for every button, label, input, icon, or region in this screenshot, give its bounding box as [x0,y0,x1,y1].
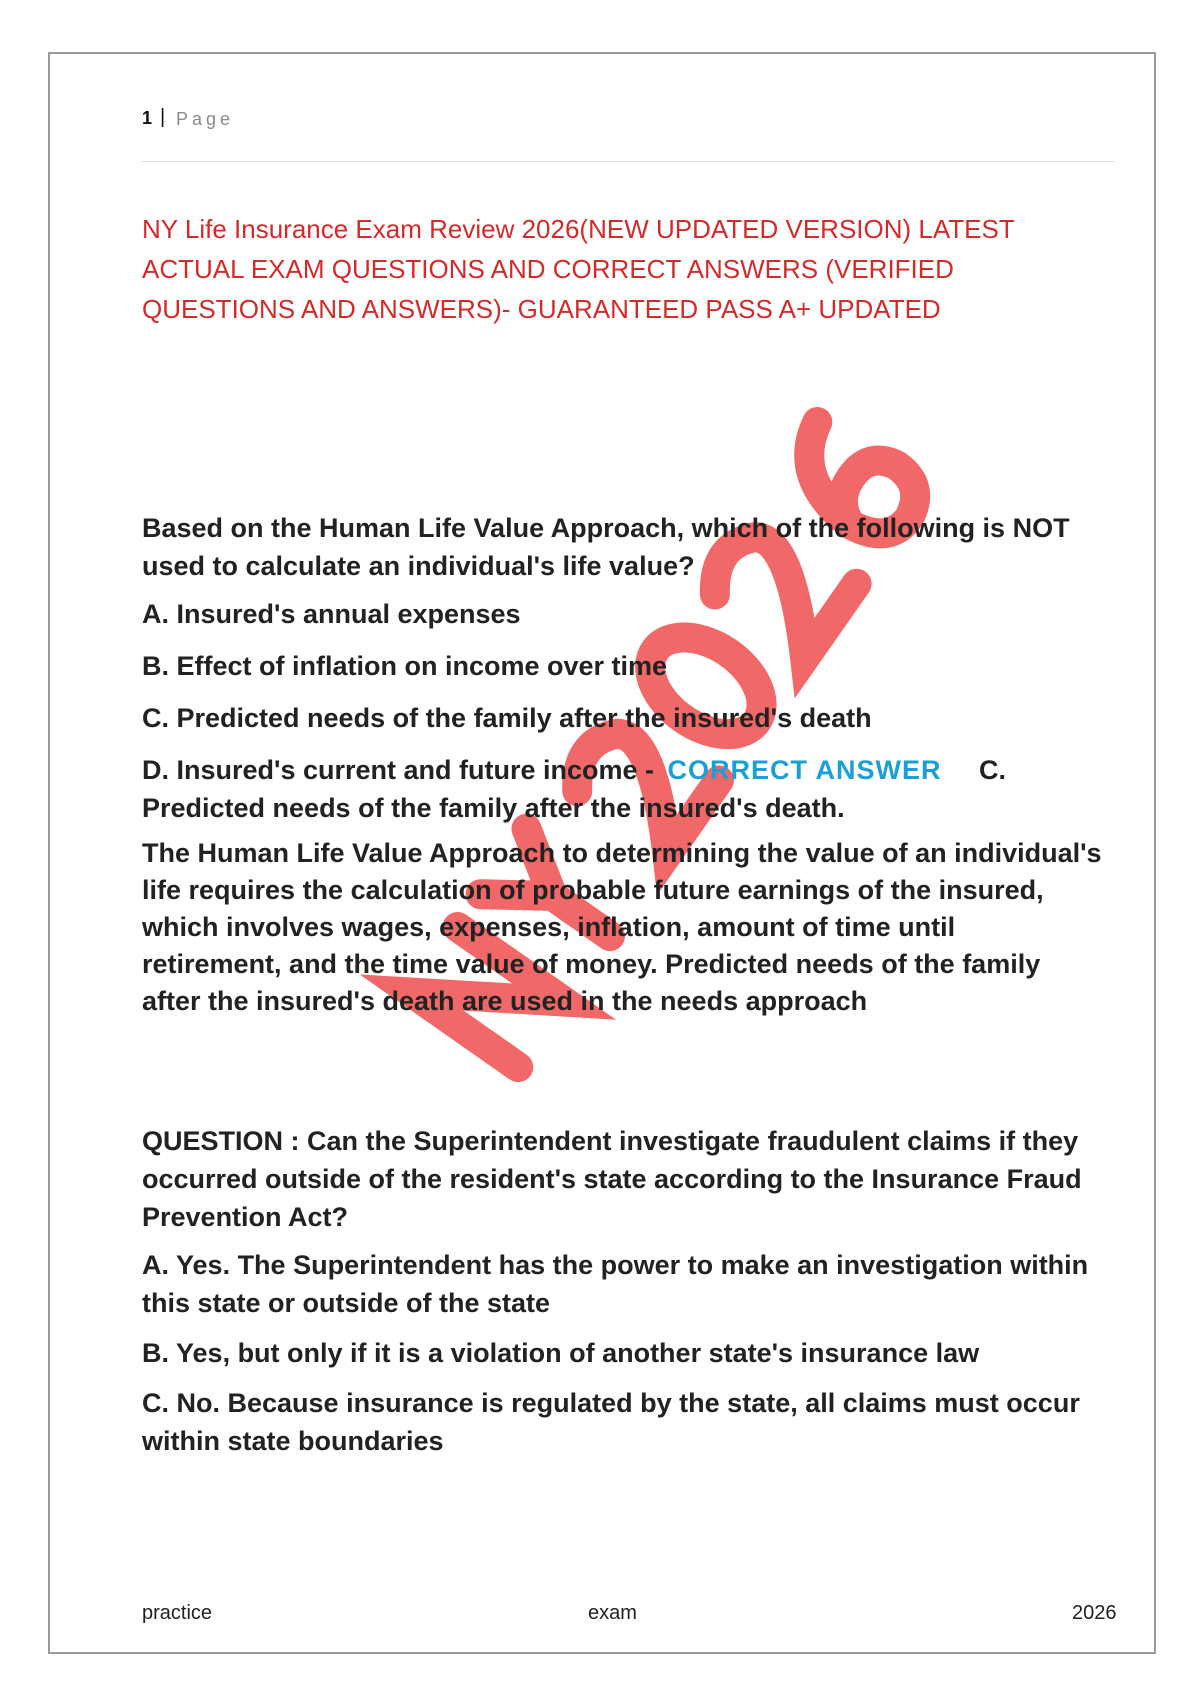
question-1-option-a: A. Insured's annual expenses [142,599,521,629]
question-1-stem: Based on the Human Life Value Approach, which of the following is NOT used to calculate an individual's life value? [142,513,1070,581]
question-1-option-d-with-answer [142,751,1102,827]
page-number: 1 [142,108,153,128]
question-2-option-a: A. Yes. The Superintendent has the power to make an investigation within this state or outside of the state [142,1250,1089,1318]
correct-answer-text: C. Predicted needs of the family after the insured's death. [142,755,1007,823]
question-2 [142,1122,1102,1472]
question-1-explanation: The Human Life Value Approach to determining the value of an individual's life requires the calculation of probable future earnings of the insured, which involves wages, expenses, inflation, amount of time until retirement, and the time value of money. Predicted needs of the family after the insured's death are used in the needs approach [142,838,1102,1016]
document-title: NY Life Insurance Exam Review 2026(NEW UPDATED VERSION) LATEST ACTUAL EXAM QUESTIONS AND CORRECT ANSWERS (VERIFIED QUESTIONS AND ANSWERS)- GUARANTEED PASS A+ UPDATED [142,214,1015,324]
question-1-option-d: D. Insured's current and future income - [142,755,654,785]
correct-answer-label: CORRECT ANSWER [667,755,942,785]
footer-left: practice [142,1602,213,1624]
footer-center: exam [588,1602,637,1624]
page-header [142,80,1114,162]
page-label: Page [176,109,235,129]
question-2-option-b: B. Yes, but only if it is a violation of another state's insurance law [142,1338,980,1368]
header-separator: | [160,106,166,128]
footer-right: 2026 [1072,1602,1117,1624]
question-1-option-b: B. Effect of inflation on income over time [142,651,668,681]
question-1-option-c: C. Predicted needs of the family after the insured's death [142,703,872,733]
question-2-stem: QUESTION : Can the Superintendent investigate fraudulent claims if they occurred outside of the resident's state according to the Insurance Fraud Prevention Act? [142,1126,1082,1232]
document-page [48,52,1156,1654]
question-1 [142,509,1102,1020]
question-2-option-c: C. No. Because insurance is regulated by the state, all claims must occur within state boundaries [142,1388,1080,1456]
